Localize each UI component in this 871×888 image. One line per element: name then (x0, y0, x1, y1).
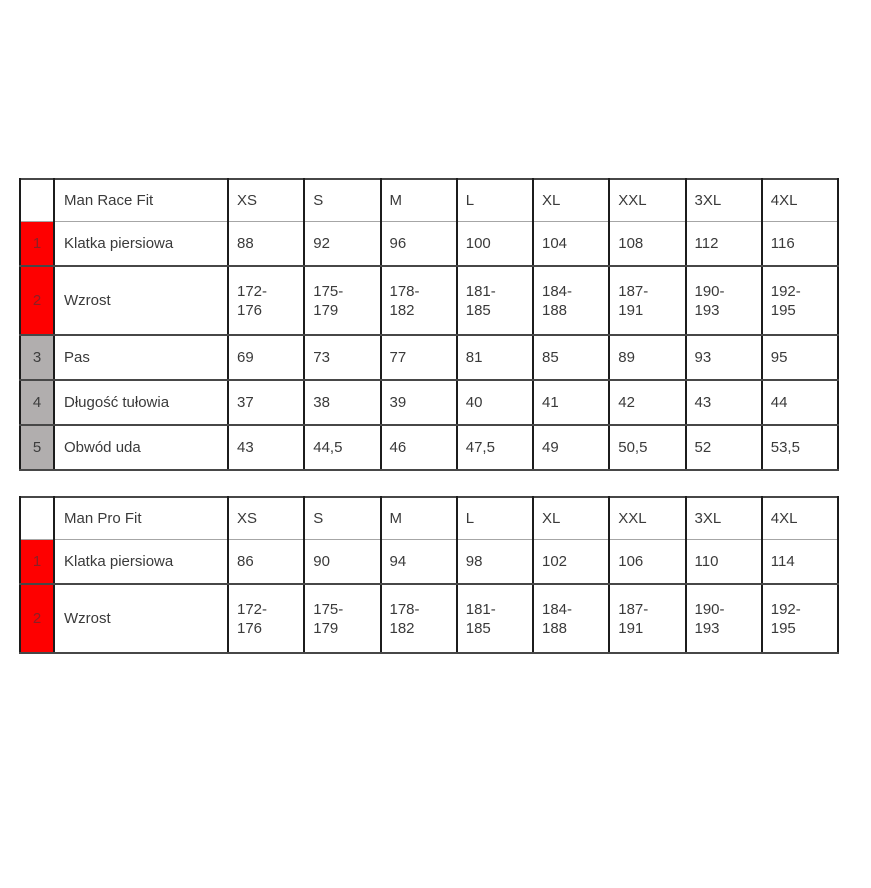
size-column-header (686, 179, 762, 221)
size-value: 181-185 (465, 282, 496, 319)
size-value-cell (762, 266, 838, 335)
size-value-cell (304, 266, 380, 335)
measurement-row (20, 539, 838, 584)
size-value: 94 (389, 552, 407, 570)
size-value: 187-191 (618, 600, 649, 637)
size-value-cell (381, 425, 457, 470)
measurement-label-cell: Wzrost (54, 266, 228, 335)
size-value-cell (609, 584, 685, 653)
size-value-cell (381, 584, 457, 653)
size-value: 43 (237, 439, 254, 456)
size-header-row (20, 497, 838, 539)
size-column-label: XXL (618, 509, 647, 527)
size-value-cell (609, 539, 685, 584)
size-value-cell (686, 380, 762, 425)
corner-cell (20, 179, 54, 221)
measurement-label-cell: Długość tułowia (54, 380, 228, 425)
size-value-cell (457, 584, 533, 653)
size-value: 90 (313, 552, 330, 570)
size-value-cell (762, 539, 838, 584)
size-column-header (609, 179, 685, 221)
size-value-cell (457, 380, 533, 425)
man-pro-fit-table (19, 496, 839, 654)
size-value: 44 (770, 394, 788, 411)
row-number-cell: 1 (20, 539, 54, 584)
size-value-cell (533, 425, 609, 470)
size-value: 100 (465, 234, 491, 252)
size-value-cell (228, 335, 304, 380)
size-value: 69 (237, 349, 254, 366)
size-column-label: 3XL (694, 191, 722, 209)
man-race-fit-table (19, 178, 839, 471)
size-value: 192-195 (770, 282, 801, 319)
size-column-label: 4XL (770, 191, 798, 209)
measurement-label-cell: Obwód uda (54, 425, 228, 470)
size-value-cell (381, 380, 457, 425)
measurement-row (20, 221, 838, 266)
size-value: 110 (694, 552, 719, 570)
measurement-label-cell: Pas (54, 335, 228, 380)
size-column-header (304, 179, 380, 221)
size-value: 41 (542, 394, 559, 411)
size-value-cell (457, 425, 533, 470)
size-column-header (304, 497, 380, 539)
size-value-cell (762, 380, 838, 425)
row-number-cell: 3 (20, 335, 54, 380)
size-value: 47,5 (465, 439, 495, 456)
size-value: 43 (694, 394, 712, 411)
size-value-cell (762, 221, 838, 266)
size-value: 184-188 (542, 282, 573, 319)
size-column-header (228, 497, 304, 539)
size-column-label: L (465, 191, 475, 209)
size-value-cell (762, 335, 838, 380)
size-column-label: L (465, 509, 475, 527)
size-charts (19, 178, 839, 654)
size-value: 95 (770, 349, 788, 366)
row-number-cell: 2 (20, 266, 54, 335)
table-title: Man Race Fit (54, 179, 228, 221)
size-header-row (20, 179, 838, 221)
size-column-header (762, 179, 838, 221)
measurement-row (20, 425, 838, 470)
size-value-cell (228, 221, 304, 266)
size-column-header (609, 497, 685, 539)
size-column-header (533, 497, 609, 539)
size-column-header (533, 179, 609, 221)
row-number-cell: 2 (20, 584, 54, 653)
size-column-header (381, 497, 457, 539)
size-value: 175-179 (313, 282, 344, 319)
size-value-cell (533, 584, 609, 653)
size-column-label: M (389, 191, 402, 209)
size-value-cell (228, 584, 304, 653)
size-value: 114 (770, 552, 795, 570)
measurement-row (20, 266, 838, 335)
size-value-cell (381, 266, 457, 335)
size-column-header (381, 179, 457, 221)
size-value: 49 (542, 439, 559, 456)
row-number-cell: 4 (20, 380, 54, 425)
size-column-label: S (313, 191, 324, 209)
size-value: 102 (542, 552, 568, 570)
size-value-cell (609, 335, 685, 380)
size-column-header (686, 497, 762, 539)
size-value-cell (381, 221, 457, 266)
size-value-cell (609, 221, 685, 266)
size-value-cell (533, 266, 609, 335)
size-value: 172-176 (237, 282, 268, 319)
size-value: 77 (389, 349, 407, 366)
size-column-header (457, 179, 533, 221)
size-column-label: XXL (618, 191, 647, 209)
size-value: 73 (313, 349, 330, 366)
size-value-cell (228, 266, 304, 335)
size-column-label: XS (237, 509, 258, 527)
size-value-cell (533, 380, 609, 425)
size-value: 181-185 (465, 600, 496, 637)
size-value: 116 (770, 234, 795, 252)
size-column-label: S (313, 509, 324, 527)
size-value-cell (381, 335, 457, 380)
measurement-row (20, 584, 838, 653)
size-value: 178-182 (389, 600, 420, 637)
size-column-label: M (389, 509, 402, 527)
size-value-cell (457, 539, 533, 584)
size-value-cell (457, 335, 533, 380)
size-value: 184-188 (542, 600, 573, 637)
size-value-cell (609, 266, 685, 335)
size-value: 42 (618, 394, 635, 411)
size-value: 81 (465, 349, 483, 366)
size-value: 89 (618, 349, 635, 366)
size-value: 92 (313, 234, 330, 252)
measurement-row (20, 335, 838, 380)
size-value: 98 (465, 552, 483, 570)
size-value: 44,5 (313, 439, 343, 456)
size-column-label: XS (237, 191, 258, 209)
size-value: 38 (313, 394, 330, 411)
size-value: 37 (237, 394, 254, 411)
size-value: 192-195 (770, 600, 801, 637)
size-value: 187-191 (618, 282, 649, 319)
size-value-cell (304, 335, 380, 380)
row-number-cell: 5 (20, 425, 54, 470)
size-value-cell (762, 425, 838, 470)
size-value-cell (228, 539, 304, 584)
measurement-label-cell: Klatka piersiowa (54, 539, 228, 584)
size-value-cell (686, 221, 762, 266)
size-value-cell (609, 425, 685, 470)
size-value-cell (304, 539, 380, 584)
size-value-cell (304, 380, 380, 425)
size-value-cell (457, 266, 533, 335)
size-value-cell (686, 584, 762, 653)
size-value: 190-193 (694, 282, 725, 319)
size-column-label: XL (542, 191, 561, 209)
size-value-cell (686, 425, 762, 470)
size-value: 86 (237, 552, 254, 570)
size-value-cell (686, 335, 762, 380)
size-value: 112 (694, 234, 719, 252)
size-value: 175-179 (313, 600, 344, 637)
size-value: 104 (542, 234, 568, 252)
size-column-header (228, 179, 304, 221)
size-value: 93 (694, 349, 712, 366)
size-value-cell (228, 425, 304, 470)
size-value-cell (533, 221, 609, 266)
size-value: 178-182 (389, 282, 420, 319)
size-column-label: 3XL (694, 509, 722, 527)
measurement-label-cell: Wzrost (54, 584, 228, 653)
table-title: Man Pro Fit (54, 497, 228, 539)
size-value-cell (304, 425, 380, 470)
size-value-cell (686, 266, 762, 335)
size-value-cell (533, 539, 609, 584)
size-value: 50,5 (618, 439, 648, 456)
size-value-cell (686, 539, 762, 584)
size-value: 39 (389, 394, 407, 411)
measurement-row (20, 380, 838, 425)
size-column-header (457, 497, 533, 539)
size-value-cell (381, 539, 457, 584)
size-value: 106 (618, 552, 644, 570)
size-value: 172-176 (237, 600, 268, 637)
size-value: 85 (542, 349, 559, 366)
corner-cell (20, 497, 54, 539)
row-number-cell: 1 (20, 221, 54, 266)
size-value-cell (304, 584, 380, 653)
size-column-header (762, 497, 838, 539)
size-column-label: 4XL (770, 509, 798, 527)
size-value: 190-193 (694, 600, 725, 637)
measurement-label-cell: Klatka piersiowa (54, 221, 228, 266)
size-value: 46 (389, 439, 407, 456)
size-value: 88 (237, 234, 254, 252)
size-value-cell (762, 584, 838, 653)
size-value: 52 (694, 439, 712, 456)
size-value-cell (533, 335, 609, 380)
size-column-label: XL (542, 509, 561, 527)
size-value-cell (304, 221, 380, 266)
size-value-cell (609, 380, 685, 425)
size-value: 108 (618, 234, 644, 252)
size-value: 53,5 (770, 439, 800, 456)
size-value-cell (228, 380, 304, 425)
size-value: 96 (389, 234, 407, 252)
size-value-cell (457, 221, 533, 266)
size-value: 40 (465, 394, 483, 411)
